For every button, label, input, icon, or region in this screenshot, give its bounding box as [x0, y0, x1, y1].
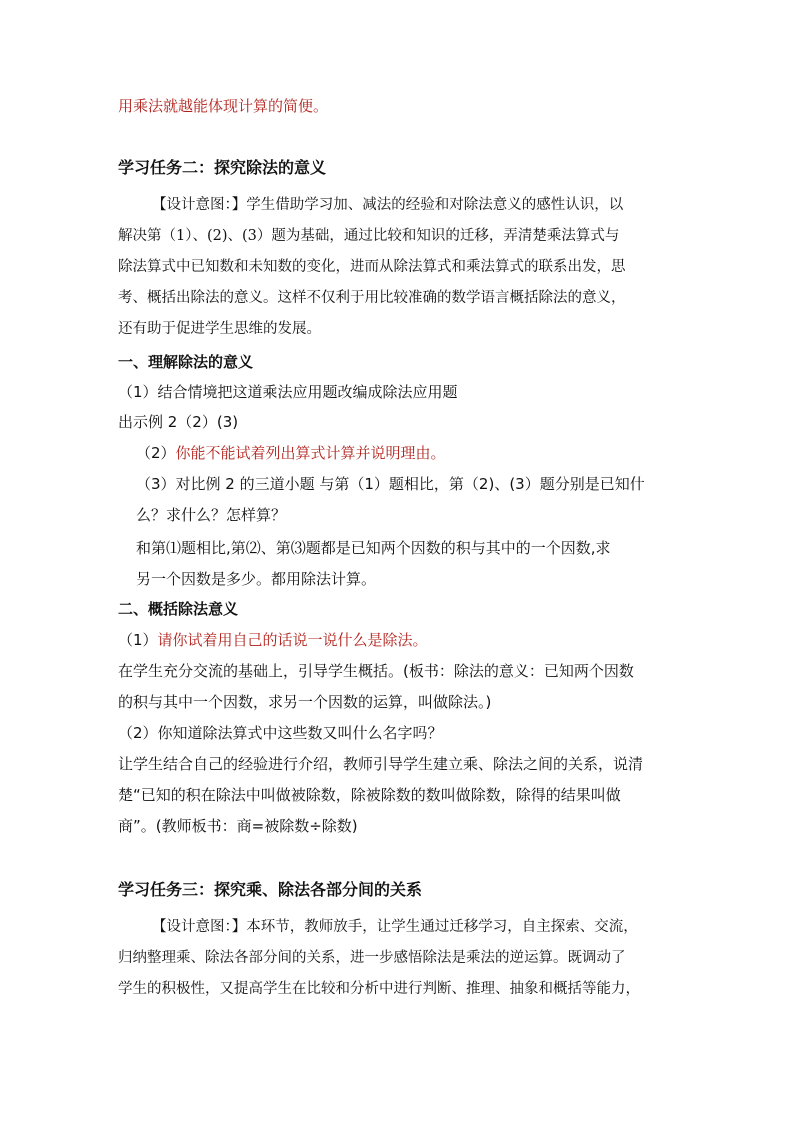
- section-heading-task3: 学习任务三：探究乘、除法各部分间的关系: [118, 880, 423, 899]
- question-line: [136, 443, 446, 463]
- question-highlight: 请你试着用自己的话说一说什么是除法。: [157, 631, 428, 649]
- design-intent-line: 学生的积极性，又提高学生在比较和分析中进行判断、推理、抽象和概括等能力，: [118, 981, 640, 997]
- text-line: 用乘法就越能体现计算的简便。: [118, 97, 329, 115]
- design-intent-line: 考、概括出除法的意义。这样不仅利于用比较准确的数学语言概括除法的意义，: [118, 290, 626, 306]
- question-number: （2）: [136, 444, 176, 462]
- text-line: 的积与其中一个因数，求另一个因数的运算，叫做除法。): [118, 693, 492, 711]
- design-intent-line: 除法算式中已知数和未知数的变化，进而从除法算式和乘法算式的联系出发，思: [118, 259, 626, 275]
- text-line: 楚“已知的积在除法中叫做被除数，除被除数的数叫做除数，除得的结果叫做: [118, 786, 621, 804]
- text-line: 在学生充分交流的基础上，引导学生概括。(板书：除法的意义：已知两个因数: [118, 662, 634, 680]
- text-line: 商”。(教师板书：商=被除数÷除数): [118, 817, 358, 835]
- subsection-title: 一、理解除法的意义: [118, 353, 254, 371]
- question-line: （1）结合情境把这道乘法应用题改编成除法应用题: [118, 383, 458, 401]
- design-intent-line: 归纳整理乘、除法各部分间的关系，进一步感悟除法是乘法的逆运算。既调动了: [118, 950, 626, 966]
- design-intent-line: 【设计意图：】本环节，教师放手，让学生通过迁移学习，自主探索、交流，: [152, 919, 638, 935]
- answer-line: 另一个因数是多少。都用除法计算。: [136, 570, 377, 588]
- question-line: 么？求什么？怎样算？: [136, 506, 287, 524]
- text-line: 出示例 2（2）(3): [118, 413, 239, 431]
- section-heading-task2: 学习任务二：探究除法的意义: [118, 158, 327, 177]
- subsection-title: 二、概括除法意义: [118, 600, 239, 618]
- question-highlight: 你能不能试着列出算式计算并说明理由。: [175, 444, 446, 462]
- design-intent-line: 解决第（1）、(2)、(3）题为基础，通过比较和知识的迁移，弄清楚乘法算式与: [118, 228, 620, 244]
- answer-line: 和第⑴题相比,第⑵、第⑶题都是已知两个因数的积与其中的一个因数,求: [136, 539, 611, 557]
- design-intent-line: 【设计意图：】学生借助学习加、减法的经验和对除法意义的感性认识，以: [152, 197, 624, 213]
- question-line: [118, 630, 428, 650]
- text-line: 让学生结合自己的经验进行介绍，教师引导学生建立乘、除法之间的关系，说清: [118, 755, 644, 773]
- question-line: （3）对比例 2 的三道小题 与第（1）题相比，第（2)、(3）题分别是已知什: [136, 475, 645, 493]
- design-intent-line: 还有助于促进学生思维的发展。: [118, 321, 321, 337]
- question-line: （2）你知道除法算式中这些数又叫什么名字吗？: [118, 724, 443, 742]
- question-number: （1）: [118, 631, 158, 649]
